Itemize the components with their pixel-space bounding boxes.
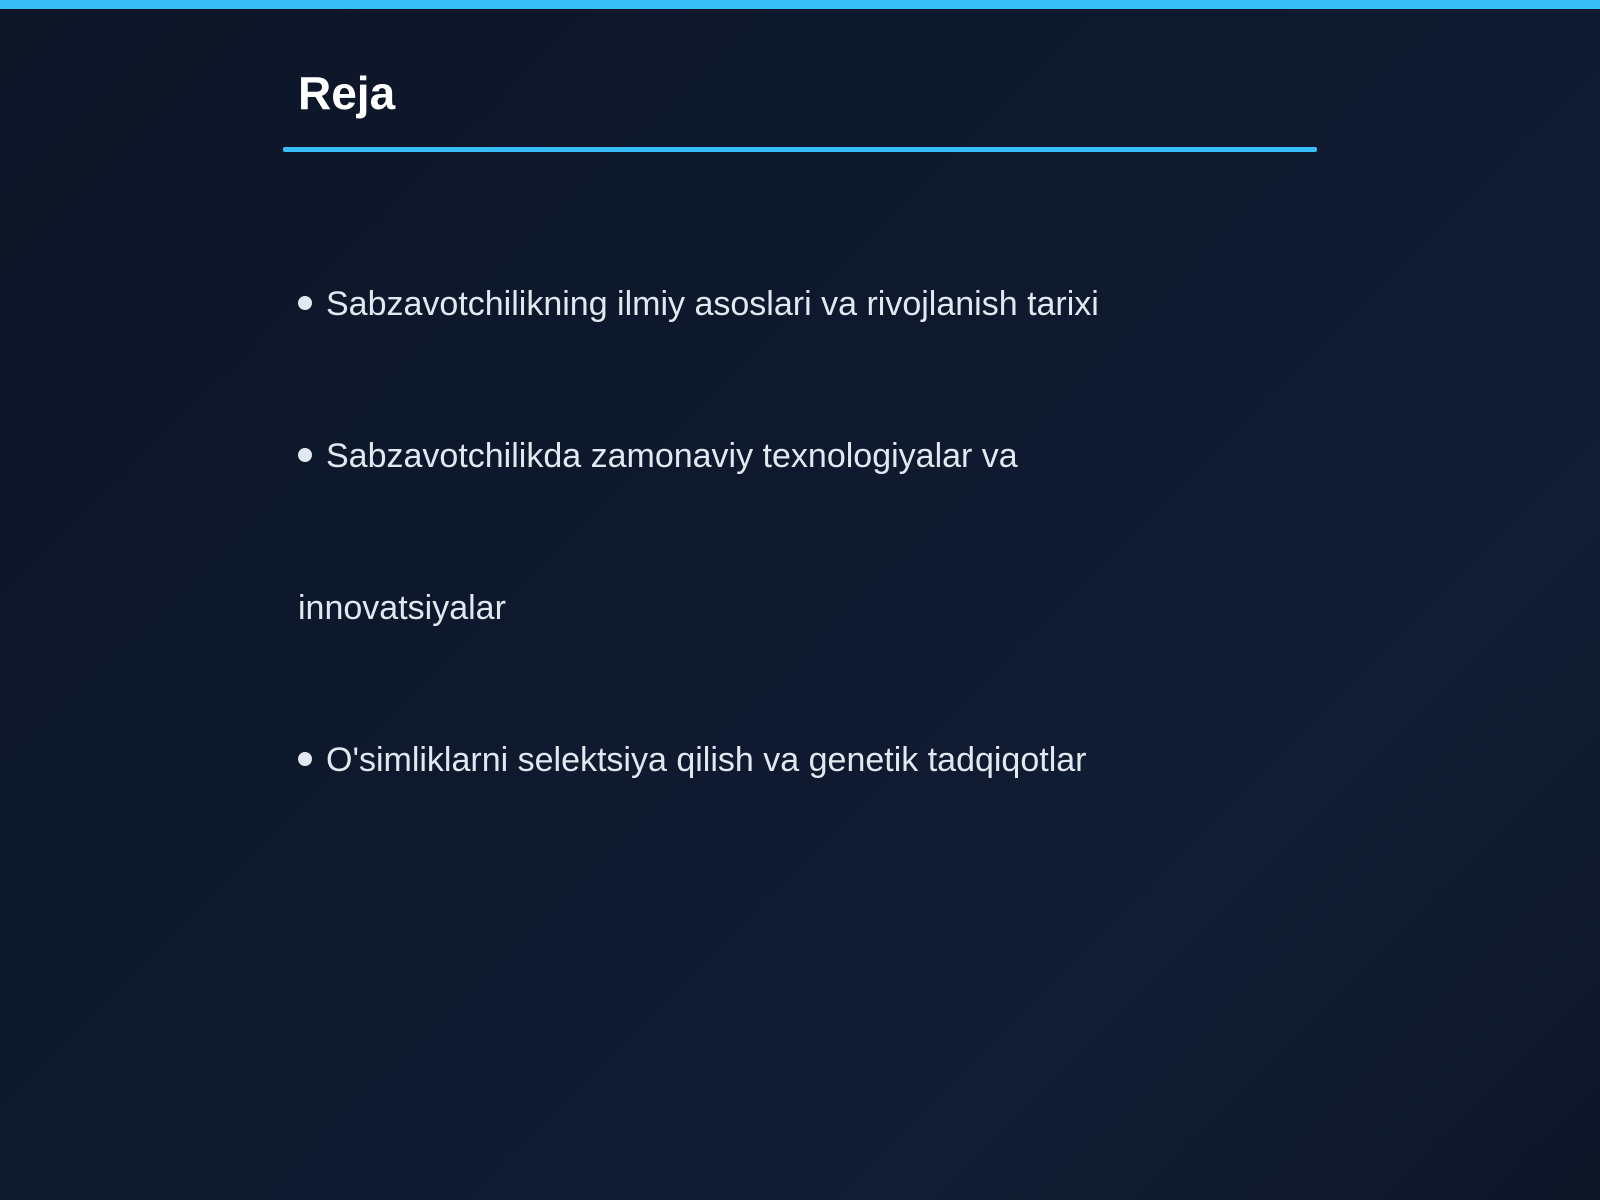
plan-item-text: innovatsiyalar xyxy=(298,589,506,627)
top-accent-bar xyxy=(0,0,1600,9)
bullet-icon xyxy=(298,752,312,766)
plan-item-1 xyxy=(298,284,1099,324)
slide-title: Reja xyxy=(298,67,396,119)
bullet-icon xyxy=(298,296,312,310)
plan-item-text: Sabzavotchilikning ilmiy asoslari va rivojlanish tarixi xyxy=(326,285,1099,323)
plan-item-text: O'simliklarni selektsiya qilish va genetik tadqiqotlar xyxy=(326,741,1087,779)
plan-item-2 xyxy=(298,436,1018,476)
plan-item-2-continuation xyxy=(298,588,506,628)
bullet-icon xyxy=(298,448,312,462)
title-underline xyxy=(283,147,1317,152)
plan-item-text: Sabzavotchilikda zamonaviy texnologiyalar va xyxy=(326,437,1018,475)
plan-item-3 xyxy=(298,740,1086,780)
